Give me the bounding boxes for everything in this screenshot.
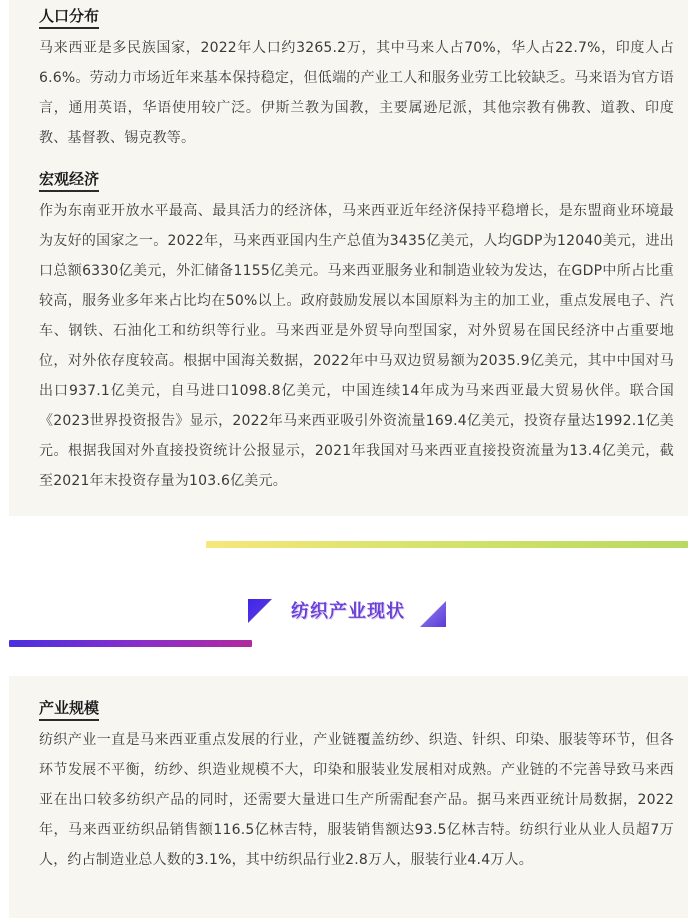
decorative-bar-yellow <box>206 541 688 548</box>
industry-scale-heading: 产业规模 <box>39 698 99 721</box>
title-left-triangle-icon <box>248 599 272 623</box>
title-right-triangle-icon <box>420 601 446 627</box>
industry-scale-paragraph: 纺织产业一直是马来西亚重点发展的行业，产业链覆盖纺纱、织造、针织、印染、服装等环节，但各环节发展不平衡，纺纱、织造业规模不大，印染和服装业发展相对成熟。产业链的不完善导致马来西亚在出口较多纺织产品的同时，还需要大量进口生产所需配套产品。据马来西亚统计局数据，2022年，马来西亚纺织品销售额116.5亿林吉特，服装销售额达93.5亿林吉特。纺织行业从业人员超7万人，约占制造业总人数的3.1%，其中纺织品行业2.8万人，服装行业4.4万人。 <box>39 732 674 868</box>
intro-card <box>9 0 688 516</box>
economy-heading: 宏观经济 <box>39 169 99 192</box>
population-heading: 人口分布 <box>39 6 99 29</box>
population-paragraph: 马来西亚是多民族国家，2022年人口约3265.2万，其中马来人占70%，华人占22.7%，印度人占6.6%。劳动力市场近年来基本保持稳定，但低端的产业工人和服务业劳工比较缺乏。马来语为官方语言，通用英语，华语使用较广泛。伊斯兰教为国教，主要属逊尼派，其他宗教有佛教、道教、印度教、基督教、锡克教等。 <box>39 40 674 146</box>
section-title: 纺织产业现状 <box>291 601 405 622</box>
economy-paragraph: 作为东南亚开放水平最高、最具活力的经济体，马来西亚近年经济保持平稳增长，是东盟商业环境最为友好的国家之一。2022年，马来西亚国内生产总值为3435亿美元，人均GDP为12040美元，进出口总额6330亿美元，外汇储备1155亿美元。马来西亚服务业和制造业较为发达，在GDP中所占比重较高，服务业多年来占比均在50%以上。政府鼓励发展以本国原料为主的加工业，重点发展电子、汽车、钢铁、石油化工和纺织等行业。马来西亚是外贸导向型国家，对外贸易在国民经济中占重要地位，对外依存度较高。根据中国海关数据，2022年中马双边贸易额为2035.9亿美元，其中中国对马出口937.1亿美元，自马进口1098.8亿美元，中国连续14年成为马来西亚最大贸易伙伴。联合国《2023世界投资报告》显示，2022年马来西亚吸引外资流量169.4亿美元，投资存量达1992.1亿美元。根据我国对外直接投资统计公报显示，2021年我国对马来西亚直接投资流量为13.4亿美元，截至2021年末投资存量为103.6亿美元。 <box>39 203 674 489</box>
decorative-bar-purple <box>9 640 252 647</box>
industry-card <box>9 676 688 918</box>
